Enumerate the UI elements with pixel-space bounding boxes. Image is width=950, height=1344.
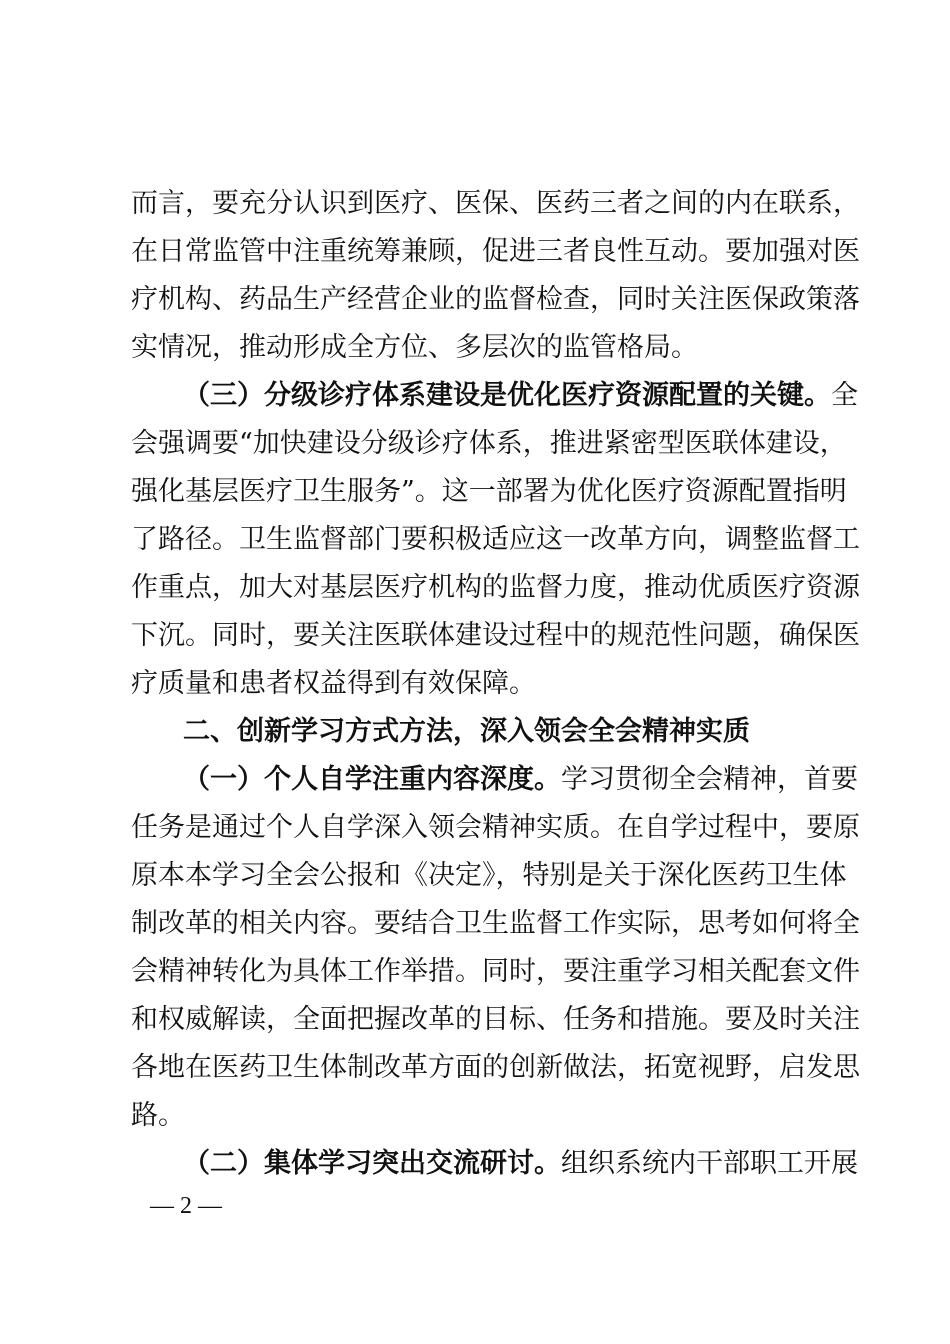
section-two-first-line xyxy=(183,1140,858,1188)
body-line: 制改革的相关内容。要结合卫生监督工作实际，思考如何将全 xyxy=(131,908,860,939)
body-line: 会精神转化为具体工作举措。同时，要注重学习相关配套文件 xyxy=(131,956,860,987)
body-line: 而言，要充分认识到医疗、医保、医药三者之间的内在联系， xyxy=(131,188,860,219)
body-line: 原本本学习全会公报和《决定》，特别是关于深化医药卫生体 xyxy=(131,860,847,891)
body-line: 会强调要“加快建设分级诊疗体系，推进紧密型医联体建设， xyxy=(131,428,847,459)
section-heading: 二、创新学习方式方法，深入领会全会精神实质 xyxy=(183,716,750,747)
body-line: 下沉。同时，要关注医联体建设过程中的规范性问题，确保医 xyxy=(131,620,860,651)
body-line: 各地在医药卫生体制改革方面的创新做法，拓宽视野，启发思 xyxy=(131,1052,860,1083)
body-line: 强化基层医疗卫生服务”。这一部署为优化医疗资源配置指明 xyxy=(131,476,847,507)
body-line: 实情况，推动形成全方位、多层次的监管格局。 xyxy=(131,332,698,363)
page-number: — 2 — xyxy=(150,1193,222,1219)
section-three-first-rest: 全 xyxy=(831,380,858,411)
section-one-first-rest: 学习贯彻全会精神，首要 xyxy=(561,764,858,795)
body-line: 路。 xyxy=(131,1100,185,1131)
section-one-lead: （一）个人自学注重内容深度。 xyxy=(183,764,561,795)
section-one-first-line xyxy=(183,756,858,804)
body-line: 在日常监管中注重统筹兼顾，促进三者良性互动。要加强对医 xyxy=(131,236,860,267)
body-line: 任务是通过个人自学深入领会精神实质。在自学过程中，要原 xyxy=(131,812,860,843)
body-line: 作重点，加大对基层医疗机构的监督力度，推动优质医疗资源 xyxy=(131,572,860,603)
section-two-lead: （二）集体学习突出交流研讨。 xyxy=(183,1148,561,1179)
body-line: 和权威解读，全面把握改革的目标、任务和措施。要及时关注 xyxy=(131,1004,860,1035)
body-line: 了路径。卫生监督部门要积极适应这一改革方向，调整监督工 xyxy=(131,524,860,555)
section-three-first-line xyxy=(183,372,858,420)
section-two-first-rest: 组织系统内干部职工开展 xyxy=(561,1148,858,1179)
body-line: 疗质量和患者权益得到有效保障。 xyxy=(131,668,536,699)
section-three-lead: （三）分级诊疗体系建设是优化医疗资源配置的关键。 xyxy=(183,380,831,411)
body-line: 疗机构、药品生产经营企业的监督检查，同时关注医保政策落 xyxy=(131,284,860,315)
